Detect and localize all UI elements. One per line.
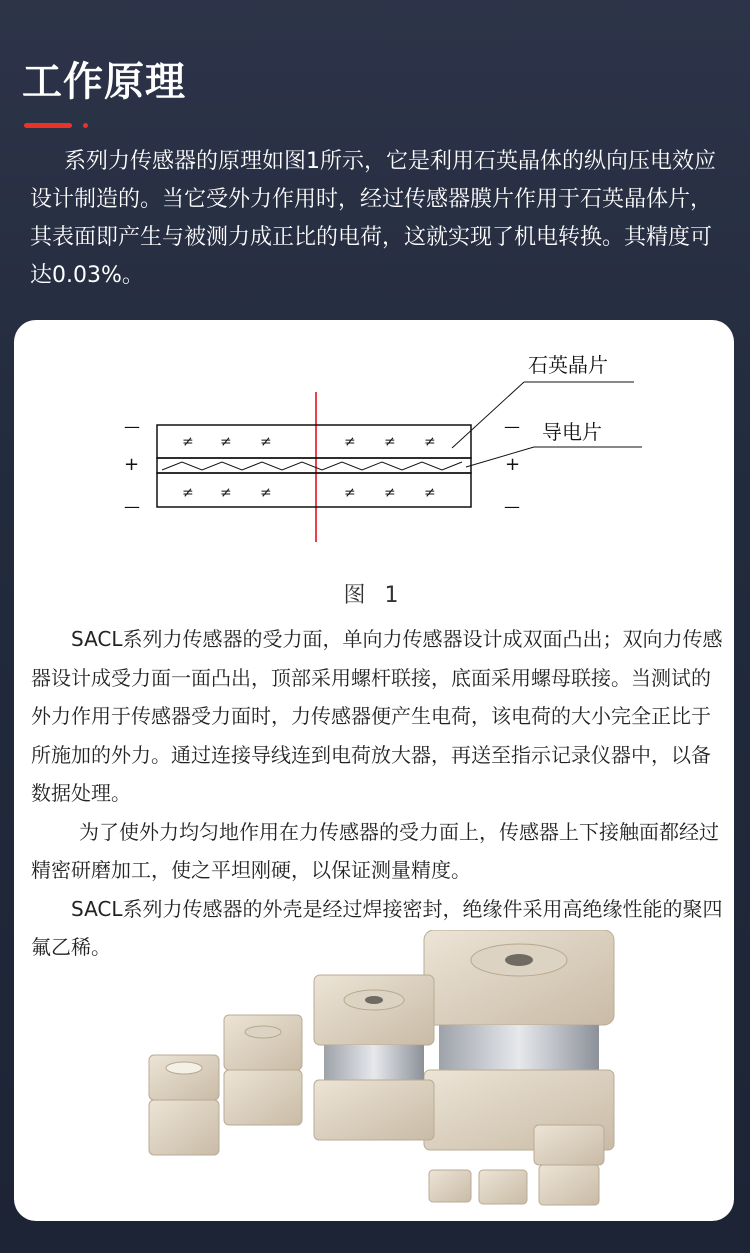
small-sensor-2 [149, 1055, 219, 1155]
page-title: 工作原理 [22, 59, 186, 105]
svg-text:≠: ≠ [424, 485, 436, 501]
quartz-leader-line [452, 382, 524, 448]
figure-caption: 图 1 [343, 583, 405, 608]
title-dot [83, 123, 88, 128]
svg-text:≠: ≠ [182, 485, 194, 501]
paragraph-1: SACL系列力传感器的受力面，单向力传感器设计成双面凸出；双向力传感器设计成受力面一面凸出，顶部采用螺杆联接，底面采用螺母联接。当测试的外力作用于传感器受力面时，力传感器便产生电荷，该电荷的大小完全正比于所施加的外力。通过连接导线连到电荷放大器，再送至指示记录仪器中，以备数据处理。 [31, 627, 723, 805]
sign-left-mid: + [124, 454, 140, 475]
conductor-wave [162, 462, 462, 470]
svg-text:≠: ≠ [260, 485, 272, 501]
intro-paragraph: 系列力传感器的原理如图1所示，它是利用石英晶体的纵向压电效应设计制造的。当它受外力作用时，经过传感器膜片作用于石英晶体片，其表面即产生与被测力成正比的电荷，这就实现了机电转换。其精度可达0.03%。 [30, 149, 716, 288]
sign-right-bottom: — [504, 497, 520, 516]
body-text [31, 620, 723, 967]
top-hatch-marks [182, 434, 436, 450]
principle-diagram [14, 320, 734, 560]
quartz-label: 石英晶片 [528, 353, 608, 377]
small-sensor-1 [224, 1015, 302, 1125]
content-card [14, 320, 734, 1221]
svg-text:≠: ≠ [384, 434, 396, 450]
conductor-plate [157, 458, 471, 473]
sign-left-bottom: — [124, 497, 140, 516]
conductor-leader-line [466, 447, 534, 467]
sign-right-top: — [504, 417, 520, 436]
sign-left-top: — [124, 417, 140, 436]
svg-text:≠: ≠ [220, 434, 232, 450]
bottom-hatch-marks [182, 485, 436, 501]
medium-sensor [314, 975, 434, 1140]
svg-text:≠: ≠ [260, 434, 272, 450]
paragraph-3: SACL系列力传感器的外壳是经过焊接密封，绝缘件采用高绝缘性能的聚四氟乙稀。 [31, 896, 723, 959]
svg-text:≠: ≠ [384, 485, 396, 501]
sign-right-mid: + [505, 454, 521, 475]
small-sensor-3 [534, 1125, 604, 1205]
tiny-sensors [429, 1170, 527, 1204]
svg-text:≠: ≠ [220, 485, 232, 501]
large-sensor [424, 930, 614, 1150]
conductor-label: 导电片 [542, 420, 602, 444]
paragraph-2: 为了使外力均匀地作用在力传感器的受力面上，传感器上下接触面都经过精密研磨加工，使之平坦刚硬，以保证测量精度。 [31, 819, 719, 882]
svg-text:≠: ≠ [344, 434, 356, 450]
svg-text:≠: ≠ [344, 485, 356, 501]
svg-text:≠: ≠ [182, 434, 194, 450]
product-image [124, 930, 734, 1221]
title-underline [24, 123, 72, 128]
svg-text:≠: ≠ [424, 434, 436, 450]
